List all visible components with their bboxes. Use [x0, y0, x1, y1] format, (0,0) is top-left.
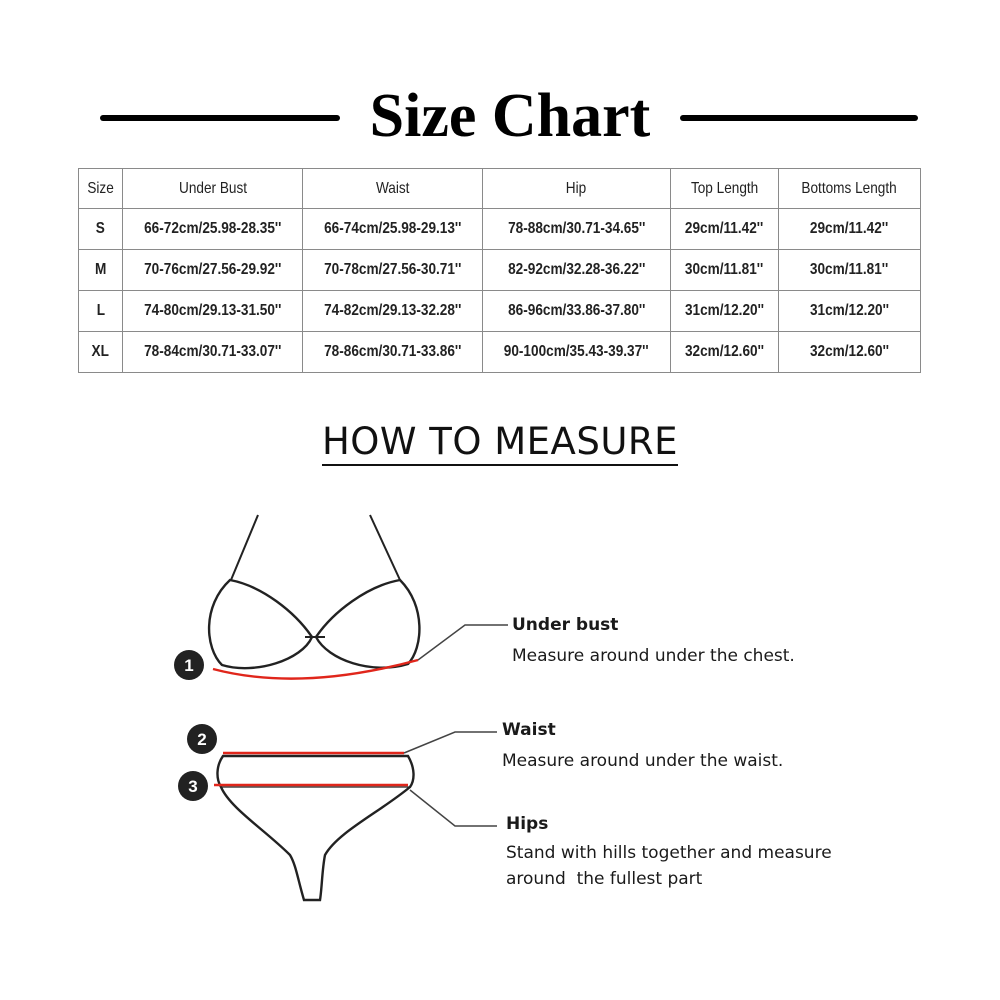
- under-bust-label: [512, 615, 795, 669]
- col-header-size: Size: [79, 169, 123, 209]
- badge-1: [174, 650, 204, 680]
- hips-desc-line-2: around the fullest part: [506, 869, 703, 889]
- table-cell: L: [79, 291, 123, 332]
- table-cell: 30cm/11.81'': [778, 250, 920, 291]
- table-cell: 78-88cm/30.71-34.65'': [482, 209, 670, 250]
- table-cell: 70-76cm/27.56-29.92'': [123, 250, 303, 291]
- table-cell: 32cm/12.60'': [778, 332, 920, 373]
- badge-3: [178, 771, 208, 801]
- col-header-hip: Hip: [482, 169, 670, 209]
- table-cell: 78-84cm/30.71-33.07'': [123, 332, 303, 373]
- table-cell: 90-100cm/35.43-39.37'': [482, 332, 670, 373]
- table-cell: 74-80cm/29.13-31.50'': [123, 291, 303, 332]
- table-cell: S: [79, 209, 123, 250]
- table-cell: 32cm/12.60'': [670, 332, 778, 373]
- waist-title: Waist: [502, 720, 556, 740]
- bra-cup-right: [316, 580, 419, 668]
- waist-label: [502, 720, 783, 774]
- table-cell: 86-96cm/33.86-37.80'': [482, 291, 670, 332]
- hips-leader-line: [410, 790, 497, 826]
- svg-text:2: 2: [197, 730, 207, 749]
- how-to-measure-heading: HOW TO MEASURE: [0, 420, 1000, 463]
- under-bust-leader-line: [418, 625, 508, 660]
- table-cell: 30cm/11.81'': [670, 250, 778, 291]
- badge-2: [187, 724, 217, 754]
- under-bust-desc: Measure around under the chest.: [512, 646, 795, 666]
- svg-text:1: 1: [184, 656, 194, 675]
- table-cell: 31cm/12.20'': [670, 291, 778, 332]
- col-header-bottoms-length: Bottoms Length: [778, 169, 920, 209]
- hips-label: [506, 814, 832, 892]
- table-cell: 66-72cm/25.98-28.35'': [123, 209, 303, 250]
- hips-title: Hips: [506, 814, 549, 834]
- table-cell: M: [79, 250, 123, 291]
- col-header-under-bust: Under Bust: [123, 169, 303, 209]
- hips-desc-line-1: Stand with hills together and measure: [506, 843, 832, 863]
- hips-desc: [506, 840, 832, 892]
- bra-strap-left: [231, 515, 258, 580]
- table-cell: 78-86cm/30.71-33.86'': [303, 332, 483, 373]
- table-cell: 29cm/11.42'': [670, 209, 778, 250]
- page-title: Size Chart: [369, 82, 651, 150]
- table-cell: 29cm/11.42'': [778, 209, 920, 250]
- table-cell: 74-82cm/29.13-32.28'': [303, 291, 483, 332]
- waist-desc: Measure around under the waist.: [502, 751, 784, 771]
- waist-leader-line: [404, 732, 497, 753]
- table-cell: 82-92cm/32.28-36.22'': [482, 250, 670, 291]
- table-cell: 70-78cm/27.56-30.71'': [303, 250, 483, 291]
- bottoms-outline: [217, 756, 413, 900]
- svg-text:3: 3: [188, 777, 198, 796]
- bra-cup-left: [209, 580, 312, 668]
- table-cell: 31cm/12.20'': [778, 291, 920, 332]
- col-header-waist: Waist: [303, 169, 483, 209]
- bra-strap-right: [370, 515, 400, 580]
- table-cell: 66-74cm/25.98-29.13'': [303, 209, 483, 250]
- under-bust-title: Under bust: [512, 615, 619, 635]
- table-cell: XL: [79, 332, 123, 373]
- col-header-top-length: Top Length: [670, 169, 778, 209]
